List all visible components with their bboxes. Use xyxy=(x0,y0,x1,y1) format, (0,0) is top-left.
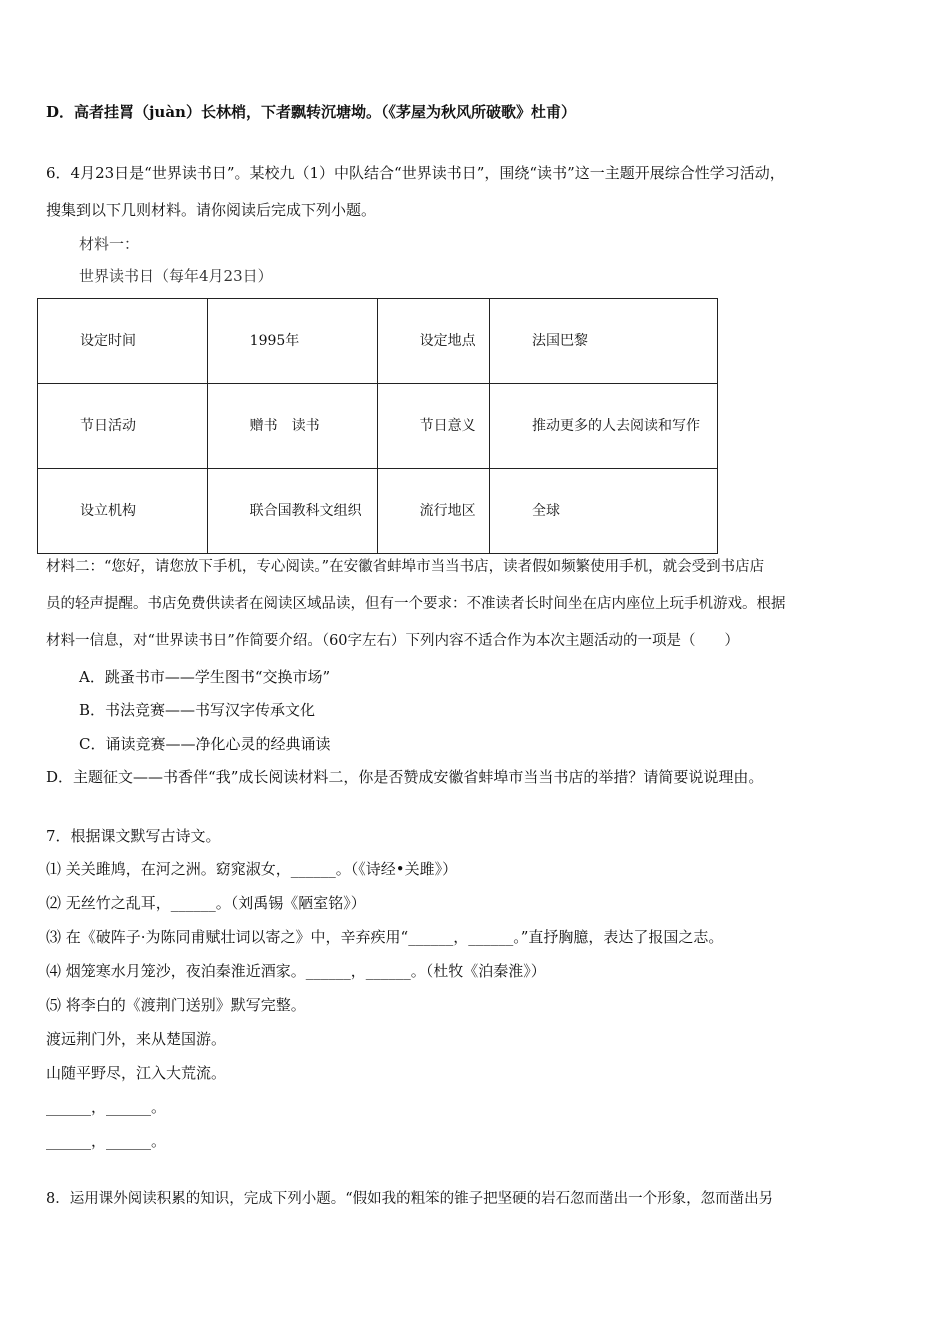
material2-line2: 员的轻声提醒。书店免费供读者在阅读区域品读，但有一个要求：不准读者长时间坐在店内座位上玩手机游戏。根据 xyxy=(46,596,786,612)
table-cell: 联合国教科文组织 xyxy=(249,503,362,519)
table-cell: 设定时间 xyxy=(80,333,136,349)
q7-item-1: ⑴ 关关雎鸠，在河之洲。窈窕淑女，______。（《诗经•关雎》） xyxy=(46,860,458,878)
material1-title: 世界读书日（每年4月23日） xyxy=(79,267,273,285)
table-cell: 流行地区 xyxy=(419,503,476,519)
table-cell: 设定地点 xyxy=(419,333,476,349)
q8-stem: 8．运用课外阅读积累的知识，完成下列小题。“假如我的粗笨的锥子把坚硬的岩石忽而凿出一个形象，忽而凿出另 xyxy=(46,1191,774,1207)
q7-item-3: ⑶ 在《破阵子·为陈同甫赋壮词以寄之》中，辛弃疾用“______，______。”直抒胸臆，表达了报国之志。 xyxy=(46,928,724,946)
poem-blank-1: ______，______。 xyxy=(46,1098,167,1116)
table-cell: 全球 xyxy=(532,503,561,519)
table-cell: 赠书 读书 xyxy=(249,418,320,434)
q7-item-2: ⑵ 无丝竹之乱耳，______。（刘禹锡《陋室铭》） xyxy=(46,894,366,912)
material1-table xyxy=(37,298,718,554)
material2-line3: 材料一信息，对“世界读书日”作简要介绍。（60字左右）下列内容不适合作为本次主题活动的一项是（ ） xyxy=(46,633,740,649)
table-cell: 法国巴黎 xyxy=(532,333,589,349)
option-a: A．跳蚤书市——学生图书“交换市场” xyxy=(79,668,331,686)
table-cell: 推动更多的人去阅读和写作 xyxy=(532,418,701,434)
table-cell: 节日意义 xyxy=(419,418,476,434)
poem-line-2: 山随平野尽，江入大荒流。 xyxy=(46,1064,227,1082)
material2-line1: 材料二：“您好，请您放下手机，专心阅读。”在安徽省蚌埠市当当书店，读者假如频繁使用手机，就会受到书店店 xyxy=(46,559,765,575)
option-c: C．诵读竞赛——净化心灵的经典诵读 xyxy=(79,735,331,753)
q6-stem-line2: 搜集到以下几则材料。请你阅读后完成下列小题。 xyxy=(46,201,377,219)
table-row xyxy=(38,384,718,469)
option-d: D．主题征文——书香伴“我”成长阅读材料二，你是否赞成安徽省蚌埠市当当书店的举措？请简要说说理由。 xyxy=(46,768,764,786)
table-cell: 节日活动 xyxy=(80,418,136,434)
table-row xyxy=(38,469,718,554)
table-row xyxy=(38,299,718,384)
option-b: B．书法竞赛——书写汉字传承文化 xyxy=(79,701,316,719)
poem-line-1: 渡远荆门外，来从楚国游。 xyxy=(46,1030,227,1048)
q7-item-4: ⑷ 烟笼寒水月笼沙，夜泊秦淮近酒家。______，______。（杜牧《泊秦淮》） xyxy=(46,962,546,980)
table-cell: 1995年 xyxy=(249,333,300,349)
material1-label: 材料一： xyxy=(79,235,140,253)
q6-stem-line1: 6．4月23日是“世界读书日”。某校九（1）中队结合“世界读书日”，围绕“读书”这一主题开展综合性学习活动， xyxy=(46,164,785,182)
table-cell: 设立机构 xyxy=(80,503,136,519)
q7-item-5: ⑸ 将李白的《渡荆门送别》默写完整。 xyxy=(46,996,306,1014)
q7-stem: 7．根据课文默写古诗文。 xyxy=(46,827,221,845)
poem-blank-2: ______，______。 xyxy=(46,1132,167,1150)
q5-option-d: D．高者挂罥（juàn）长林梢，下者飘转沉塘坳。（《茅屋为秋风所破歌》杜甫） xyxy=(46,103,576,121)
